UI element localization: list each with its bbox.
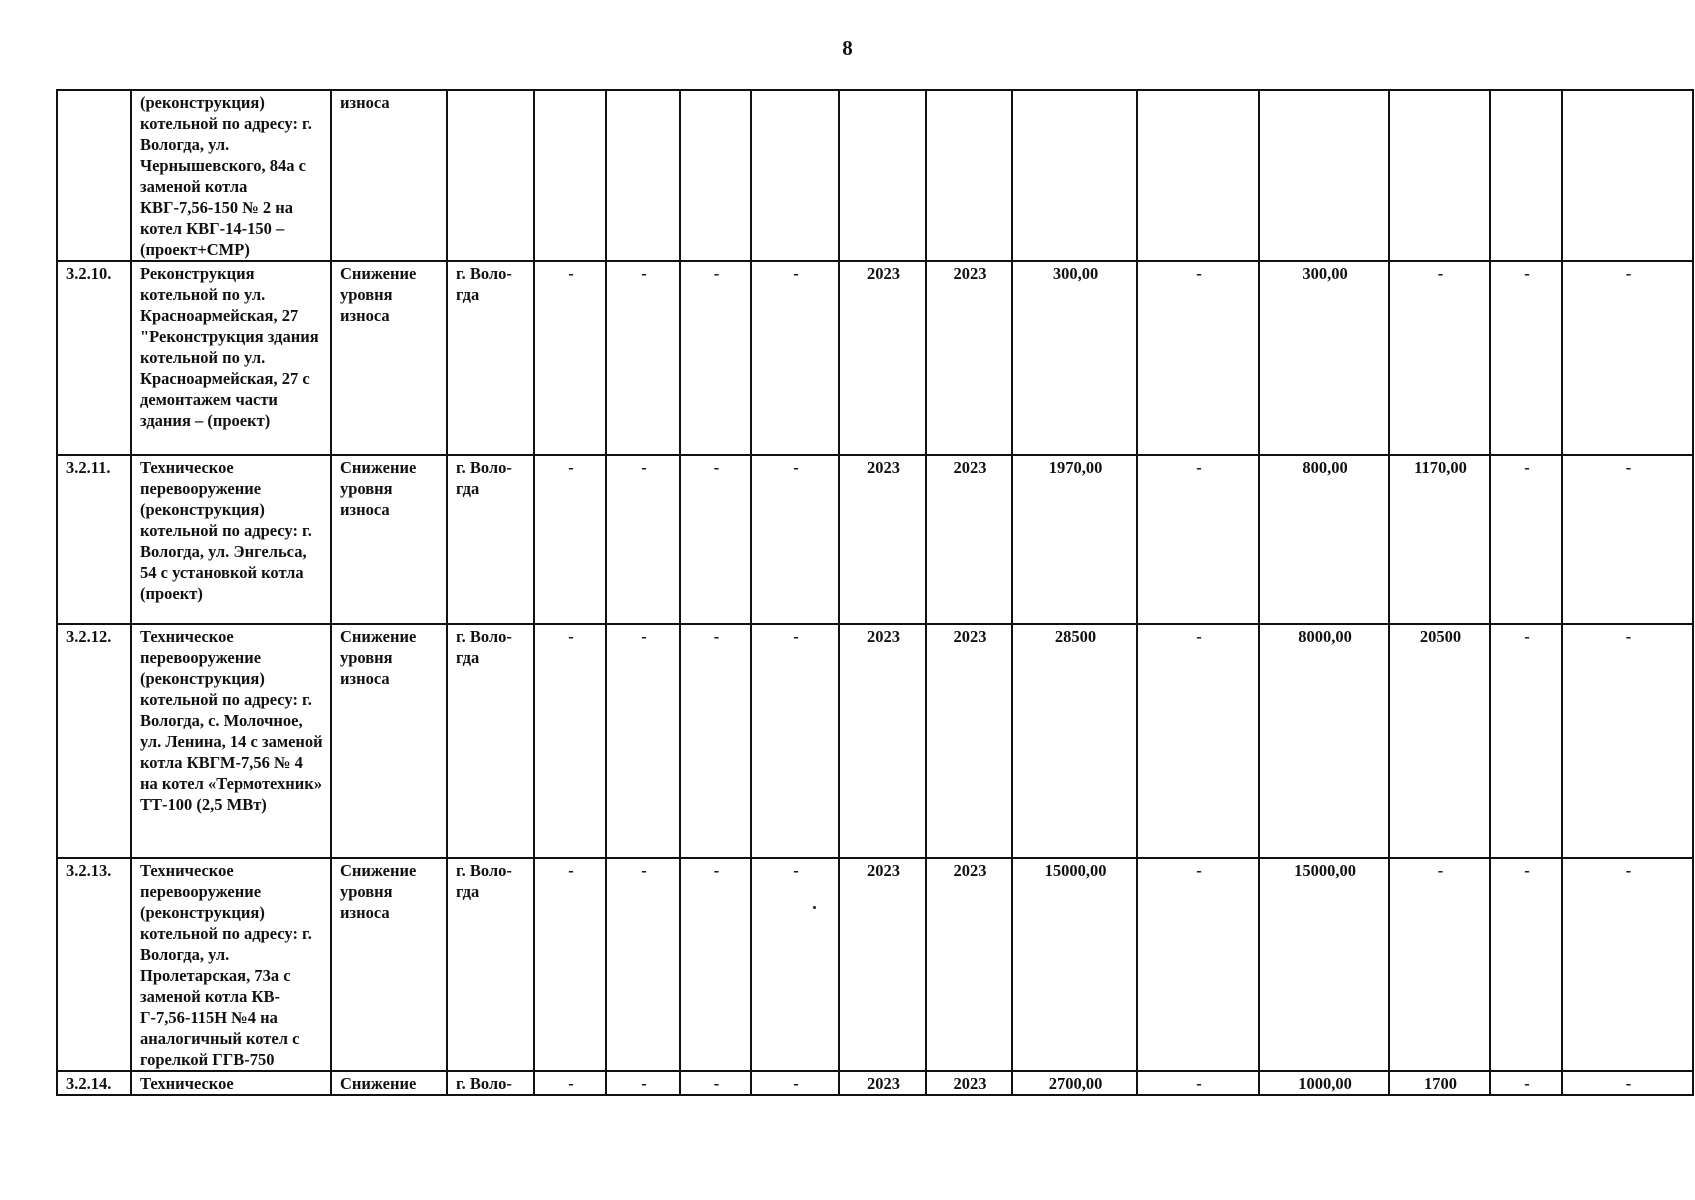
table-row: [57, 624, 1693, 858]
item-total-cost: [1012, 90, 1137, 261]
item-col-5: -: [534, 1071, 606, 1095]
item-number: 3.2.12.: [57, 624, 131, 858]
item-place: г. Воло-гда: [447, 261, 534, 455]
item-name: Техническое перевооружение (реконструкция) котельной по адресу: г. Вологда, ул. Пролетарская, 73а с заменой котла КВ-Г-7,56-115Н №4 на аналогичный котел с горелкой ГГВ-750: [131, 858, 331, 1071]
item-col-6: -: [606, 1071, 680, 1095]
item-total-cost: 2700,00: [1012, 1071, 1137, 1095]
item-goal: Снижение уровня износа: [331, 624, 447, 858]
item-number: 3.2.11.: [57, 455, 131, 624]
item-col-5: -: [534, 858, 606, 1071]
item-end-year: 2023: [926, 455, 1012, 624]
item-start-year: 2023: [839, 1071, 926, 1095]
item-place: [447, 90, 534, 261]
item-col-6: -: [606, 261, 680, 455]
item-value-2: 15000,00: [1259, 858, 1389, 1071]
item-value-2: 800,00: [1259, 455, 1389, 624]
item-value-2: 300,00: [1259, 261, 1389, 455]
item-col-8: -: [751, 624, 839, 858]
item-total-cost: 1970,00: [1012, 455, 1137, 624]
item-col-5: -: [534, 261, 606, 455]
item-col-8: -: [751, 858, 839, 1071]
item-value-3: 20500: [1389, 624, 1490, 858]
item-col-7: -: [680, 1071, 751, 1095]
item-value-1: -: [1137, 455, 1259, 624]
item-col-6: -: [606, 455, 680, 624]
item-number: 3.2.13.: [57, 858, 131, 1071]
item-value-4: -: [1490, 858, 1562, 1071]
item-name: Техническое перевооружение (реконструкция) котельной по адресу: г. Вологда, с. Молочное, ул. Ленина, 14 с заменой котла КВГМ-7,56 № 4 на котел «Термотехник» ТТ-100 (2,5 МВт): [131, 624, 331, 858]
item-value-5: -: [1562, 858, 1693, 1071]
item-value-2: 1000,00: [1259, 1071, 1389, 1095]
item-value-5: -: [1562, 455, 1693, 624]
item-total-cost: 300,00: [1012, 261, 1137, 455]
item-value-1: [1137, 90, 1259, 261]
page-number: 8: [842, 36, 853, 60]
item-goal: Снижение уровня износа: [331, 455, 447, 624]
item-place: г. Воло-гда: [447, 624, 534, 858]
item-goal: Снижение: [331, 1071, 447, 1095]
item-col-5: -: [534, 455, 606, 624]
item-col-8: -: [751, 1071, 839, 1095]
item-value-1: -: [1137, 261, 1259, 455]
item-total-cost: 28500: [1012, 624, 1137, 858]
item-name: Реконструкция котельной по ул. Красноармейская, 27 "Реконструкция здания котельной по ул. Красноармейская, 27 с демонтажем части здания – (проект): [131, 261, 331, 455]
scan-speck: [813, 906, 816, 909]
item-value-3: 1700: [1389, 1071, 1490, 1095]
item-end-year: [926, 90, 1012, 261]
item-value-3: [1389, 90, 1490, 261]
item-place: г. Воло-: [447, 1071, 534, 1095]
item-value-5: [1562, 90, 1693, 261]
table-row: [57, 1071, 1693, 1095]
item-value-4: [1490, 90, 1562, 261]
item-value-4: -: [1490, 261, 1562, 455]
item-value-3: 1170,00: [1389, 455, 1490, 624]
item-goal: износа: [331, 90, 447, 261]
item-col-6: -: [606, 858, 680, 1071]
item-start-year: [839, 90, 926, 261]
item-start-year: 2023: [839, 455, 926, 624]
item-col-8: -: [751, 261, 839, 455]
item-value-1: -: [1137, 1071, 1259, 1095]
item-col-7: [680, 90, 751, 261]
item-end-year: 2023: [926, 261, 1012, 455]
table-row: [57, 858, 1693, 1071]
item-col-7: -: [680, 624, 751, 858]
item-name: Техническое: [131, 1071, 331, 1095]
item-col-5: -: [534, 624, 606, 858]
item-col-6: -: [606, 624, 680, 858]
item-value-4: -: [1490, 624, 1562, 858]
item-goal: Снижение уровня износа: [331, 261, 447, 455]
item-total-cost: 15000,00: [1012, 858, 1137, 1071]
item-col-8: [751, 90, 839, 261]
item-number: 3.2.14.: [57, 1071, 131, 1095]
item-value-5: -: [1562, 1071, 1693, 1095]
table-row: [57, 90, 1693, 261]
item-col-5: [534, 90, 606, 261]
item-col-7: -: [680, 261, 751, 455]
item-end-year: 2023: [926, 624, 1012, 858]
item-col-6: [606, 90, 680, 261]
item-value-1: -: [1137, 624, 1259, 858]
item-value-4: -: [1490, 455, 1562, 624]
item-end-year: 2023: [926, 858, 1012, 1071]
item-name: Техническое перевооружение (реконструкция) котельной по адресу: г. Вологда, ул. Энгельса, 54 с установкой котла (проект): [131, 455, 331, 624]
item-value-5: -: [1562, 624, 1693, 858]
table-row: [57, 261, 1693, 455]
item-value-4: -: [1490, 1071, 1562, 1095]
item-number: [57, 90, 131, 261]
item-value-5: -: [1562, 261, 1693, 455]
item-value-3: -: [1389, 858, 1490, 1071]
item-place: г. Воло-гда: [447, 858, 534, 1071]
item-start-year: 2023: [839, 261, 926, 455]
item-col-7: -: [680, 858, 751, 1071]
item-value-3: -: [1389, 261, 1490, 455]
item-start-year: 2023: [839, 624, 926, 858]
item-number: 3.2.10.: [57, 261, 131, 455]
item-col-8: -: [751, 455, 839, 624]
item-col-7: -: [680, 455, 751, 624]
item-value-2: 8000,00: [1259, 624, 1389, 858]
item-place: г. Воло-гда: [447, 455, 534, 624]
table-row: [57, 455, 1693, 624]
item-value-1: -: [1137, 858, 1259, 1071]
item-goal: Снижение уровня износа: [331, 858, 447, 1071]
item-start-year: 2023: [839, 858, 926, 1071]
item-end-year: 2023: [926, 1071, 1012, 1095]
item-name: (реконструкция) котельной по адресу: г. Вологда, ул. Чернышевского, 84а с заменой котла КВГ-7,56-150 № 2 на котел КВГ-14-150 – (проект+СМР): [131, 90, 331, 261]
item-value-2: [1259, 90, 1389, 261]
investment-program-table: [56, 89, 1694, 1096]
